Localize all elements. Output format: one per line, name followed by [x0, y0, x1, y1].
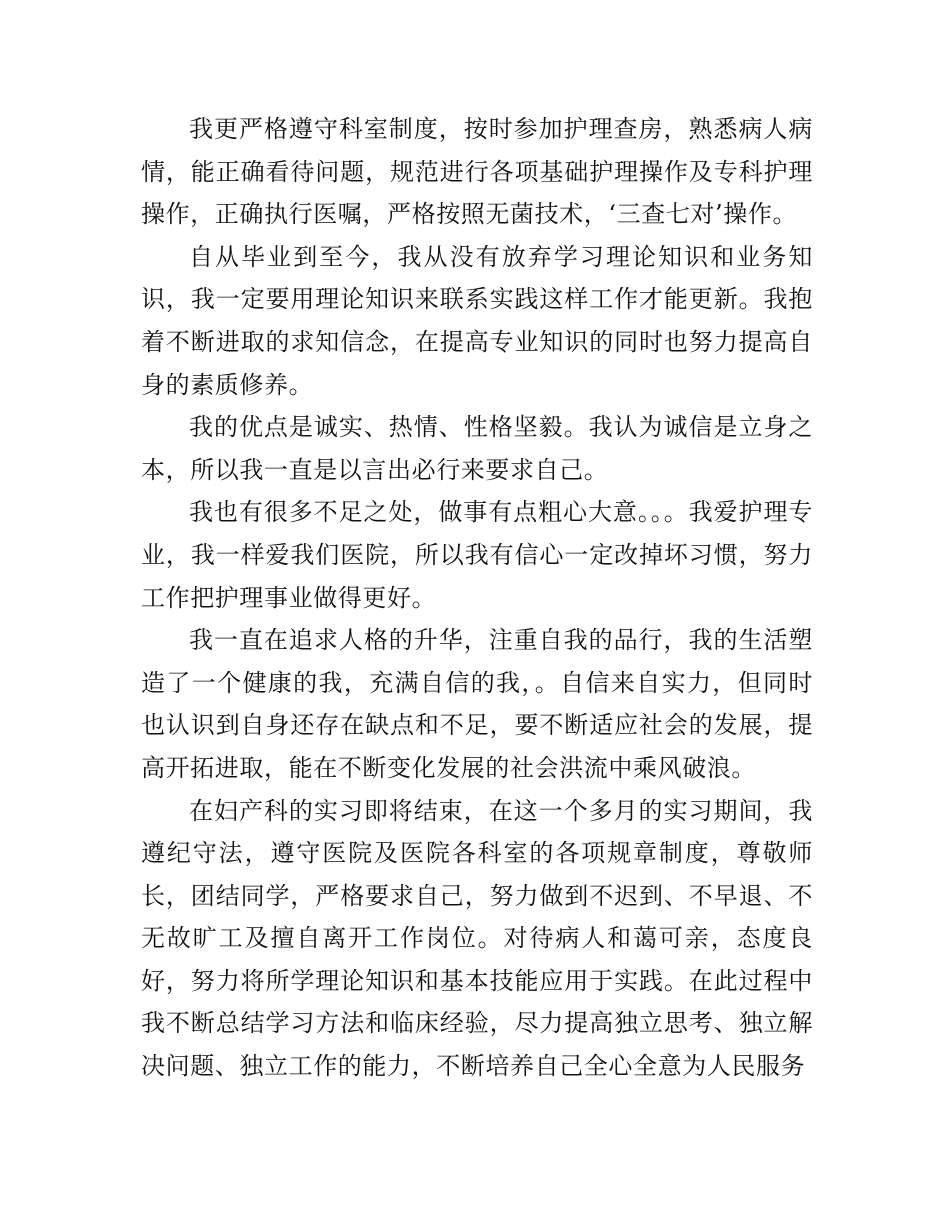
paragraph-1: 我更严格遵守科室制度，按时参加护理查房，熟悉病人病情，能正确看待问题，规范进行各项基础护理操作及专科护理操作，正确执行医嘱，严格按照无菌技术，‘三查七对’操作。 — [141, 115, 813, 229]
paragraph-4: 我也有很多不足之处，做事有点粗心大意。。。我爱护理专业，我一样爱我们医院，所以我有信心一定改掉坏习惯，努力工作把护理事业做得更好。 — [141, 498, 813, 612]
paragraph-3: 我的优点是诚实、热情、性格坚毅。我认为诚信是立身之本，所以我一直是以言出必行来要求自己。 — [141, 413, 813, 484]
paragraph-5: 我一直在追求人格的升华，注重自我的品行，我的生活塑造了一个健康的我，充满自信的我，。自信来自实力，但同时也认识到自身还存在缺点和不足，要不断适应社会的发展，提高开拓进取，能在不断变化发展的社会洪流中乘风破浪。 — [141, 626, 813, 782]
paragraph-2: 自从毕业到至今，我从没有放弃学习理论知识和业务知识，我一定要用理论知识来联系实践这样工作才能更新。我抱着不断进取的求知信念，在提高专业知识的同时也努力提高自身的素质修养。 — [141, 242, 813, 399]
paragraph-6: 在妇产科的实习即将结束，在这一个多月的实习期间，我遵纪守法，遵守医院及医院各科室的各项规章制度，尊敬师长，团结同学，严格要求自己，努力做到不迟到、不早退、不无故旷工及擅自离开工作岗位。对待病人和蔼可亲，态度良好，努力将所学理论知识和基本技能应用于实践。在此过程中我不断总结学习方法和临床经验，尽力提高独立思考、独立解决问题、独立工作的能力，不断培养自己全心全意为人民服务 — [141, 796, 813, 1081]
document-body — [141, 108, 813, 1088]
